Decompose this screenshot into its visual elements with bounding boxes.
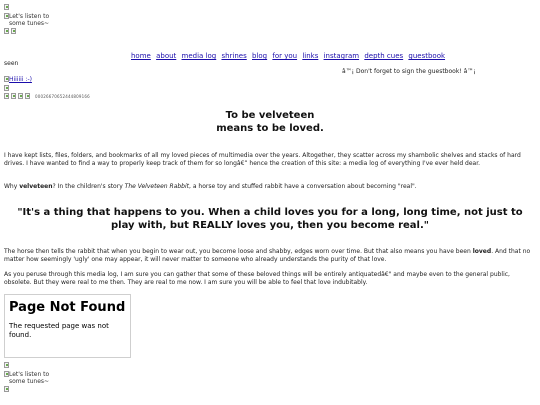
counter-area bbox=[4, 76, 90, 100]
nav-instagram[interactable]: instagram bbox=[323, 52, 360, 60]
rabbit-quote: "It's a thing that happens to you. When a child loves you for a long, long time, not just to play with, but REALLY loves you, then you become real." bbox=[17, 207, 523, 231]
nav-home[interactable]: home bbox=[131, 52, 151, 60]
loved-paragraph bbox=[4, 248, 536, 264]
broken-image-icon bbox=[4, 93, 9, 99]
broken-image-icon bbox=[4, 386, 9, 392]
nav-guestbook[interactable]: guestbook bbox=[408, 52, 446, 60]
broken-image-icon bbox=[11, 93, 16, 99]
broken-image-icon bbox=[4, 76, 9, 82]
p2-part-c: ? In the children's story bbox=[52, 183, 125, 190]
heading-line-1: To be velveteen bbox=[225, 110, 315, 121]
broken-image-icon bbox=[4, 13, 9, 19]
embedded-frame bbox=[4, 294, 131, 358]
broken-image-icon bbox=[4, 371, 9, 377]
hit-counter: 00026670652444809166 bbox=[35, 94, 90, 99]
nav-links[interactable]: links bbox=[302, 52, 319, 60]
image-alt-text: Let's listen to some tunes~ bbox=[9, 12, 50, 27]
p2-part-e: , a horse toy and stuffed rabbit have a conversation about becoming "real". bbox=[189, 183, 417, 190]
bottom-image-stack bbox=[4, 362, 53, 392]
article-heading bbox=[0, 109, 540, 135]
frame-title: Page Not Found bbox=[9, 300, 126, 315]
p3-part-c: . And that no matter how seemingly 'ugly' one may appear, it will never matter to someone who already understands the purity of that love. bbox=[4, 248, 531, 263]
loved-bold: loved bbox=[472, 248, 492, 255]
top-image-stack bbox=[4, 4, 53, 34]
frame-text: The requested page was not found. bbox=[9, 322, 109, 339]
p2-part-a: Why bbox=[4, 183, 20, 190]
nav-about[interactable]: about bbox=[156, 52, 177, 60]
broken-image-icon bbox=[4, 85, 9, 91]
guestbook-marquee: â™¡ Don't forget to sign the guestbook! â™¡ bbox=[342, 68, 476, 75]
nav-for-you[interactable]: for you bbox=[272, 52, 298, 60]
nav-blog[interactable]: blog bbox=[252, 52, 268, 60]
velveteen-paragraph bbox=[4, 183, 536, 191]
intro-paragraph: I have kept lists, files, folders, and bookmarks of all my loved pieces of multimedia over the years. Altogether, they scatter across my shambolic shelves and stacks of hard drives. I have wanted to find a way to properly keep track of them for so longâ€” hence the creation of this site: a media log of everything I've ever held dear. bbox=[4, 152, 521, 167]
nav-depth-cues[interactable]: depth cues bbox=[364, 52, 404, 60]
broken-image-icon bbox=[4, 4, 9, 10]
main-nav bbox=[131, 52, 448, 61]
broken-image-icon bbox=[11, 28, 16, 34]
p3-part-a: The horse then tells the rabbit that when you begin to wear out, you become loose and shabby, edges worn over time. But that also means you have been bbox=[4, 248, 473, 255]
heading-line-2: means to be loved. bbox=[216, 123, 324, 134]
seen-label: seen bbox=[4, 60, 19, 67]
broken-image-icon bbox=[4, 28, 9, 34]
nav-media-log[interactable]: media log bbox=[181, 52, 217, 60]
book-title: The Velveteen Rabbit bbox=[124, 183, 190, 190]
image-alt-text: Let's listen to some tunes~ bbox=[9, 370, 50, 385]
hiiiii-link[interactable]: Hiiiiii :-) bbox=[9, 76, 32, 83]
broken-image-icon bbox=[4, 362, 9, 368]
nav-shrines[interactable]: shrines bbox=[221, 52, 247, 60]
broken-image-icon bbox=[18, 93, 23, 99]
closing-paragraph: As you peruse through this media log, I am sure you can gather that some of these beloved things will be entirely antiquatedâ€" and maybe even to the general public, obsolete. But they were real to me then. They are real to me now. I am sure you will be able to feel that love indubitably. bbox=[4, 271, 510, 286]
broken-image-icon bbox=[25, 93, 30, 99]
velveteen-bold: velveteen bbox=[19, 183, 53, 190]
